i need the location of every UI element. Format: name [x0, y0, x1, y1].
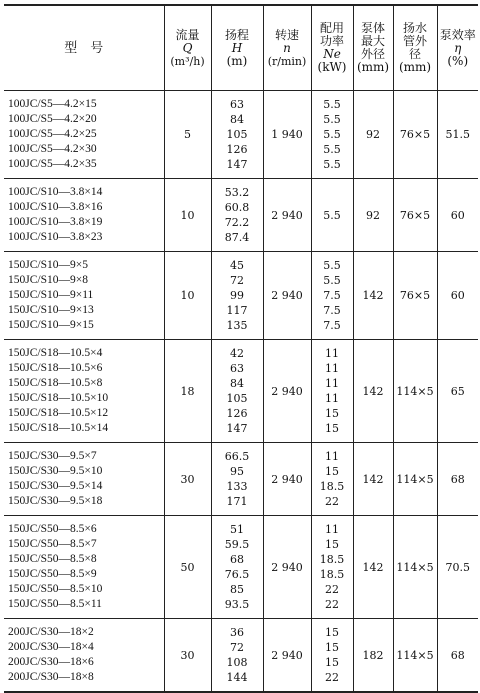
- speed-cell: 1 940: [263, 91, 311, 179]
- power-value: 5.5: [323, 98, 341, 111]
- speed-cell: 2 940: [263, 443, 311, 516]
- model-cell: [4, 252, 164, 340]
- flow-cell: 10: [164, 179, 211, 252]
- head-cell: [211, 340, 263, 443]
- speed-cell: 2 940: [263, 516, 311, 619]
- power-value: 5.5: [323, 143, 341, 156]
- head-value: 105: [226, 392, 248, 405]
- power-value: 15: [325, 465, 339, 478]
- pipe-cell: 114×5: [393, 516, 437, 619]
- head-value: 93.5: [224, 598, 250, 611]
- power-value: 5.5: [323, 113, 341, 126]
- power-cell: [311, 252, 353, 340]
- model-name: 150JC/S30—9.5×7: [8, 450, 97, 462]
- pipe-cell: 76×5: [393, 91, 437, 179]
- diameter-cell: 92: [353, 179, 393, 252]
- diameter-cell: 142: [353, 443, 393, 516]
- model-cell: [4, 179, 164, 252]
- model-group: [4, 91, 478, 179]
- head-value: 42: [230, 347, 244, 360]
- model-name: 150JC/S50—8.5×10: [8, 583, 103, 595]
- efficiency-cell: 68: [437, 619, 478, 693]
- head-value: 105: [226, 128, 248, 141]
- pump-spec-table: [4, 4, 478, 693]
- head-value: 53.2: [224, 186, 250, 199]
- power-value: 18.5: [319, 480, 345, 493]
- model-name: 150JC/S18—10.5×14: [8, 422, 109, 434]
- diameter-cell: 92: [353, 91, 393, 179]
- head-value: 63: [230, 98, 244, 111]
- power-value: 5.5: [323, 158, 341, 171]
- speed-cell: 2 940: [263, 340, 311, 443]
- head-value: 68: [230, 553, 244, 566]
- model-group: [4, 619, 478, 693]
- model-name: 150JC/S50—8.5×9: [8, 568, 97, 580]
- head-cell: [211, 91, 263, 179]
- power-cell: [311, 516, 353, 619]
- head-value: 51: [230, 523, 244, 536]
- efficiency-cell: 70.5: [437, 516, 478, 619]
- model-name: 100JC/S10—3.8×23: [8, 231, 103, 243]
- power-value: 15: [325, 641, 339, 654]
- flow-cell: 5: [164, 91, 211, 179]
- diameter-cell: 142: [353, 252, 393, 340]
- efficiency-cell: 60: [437, 252, 478, 340]
- model-name: 200JC/S30—18×6: [8, 656, 94, 668]
- head-cell: [211, 619, 263, 693]
- diameter-cell: 142: [353, 516, 393, 619]
- model-name: 150JC/S30—9.5×18: [8, 495, 103, 507]
- model-name: 100JC/S5—4.2×30: [8, 143, 97, 155]
- power-value: 5.5: [323, 128, 341, 141]
- model-group: [4, 252, 478, 340]
- header-speed: 转速 n (r/min): [263, 5, 311, 91]
- power-cell: [311, 91, 353, 179]
- table-row: [4, 340, 478, 443]
- diameter-cell: 182: [353, 619, 393, 693]
- efficiency-cell: 51.5: [437, 91, 478, 179]
- model-name: 150JC/S50—8.5×7: [8, 538, 97, 550]
- head-value: 133: [226, 480, 248, 493]
- header-pipe: 扬水 管外 径 (mm): [393, 5, 437, 91]
- power-cell: 5.5: [311, 179, 353, 252]
- model-name: 150JC/S10—9×11: [8, 289, 94, 301]
- header-power: 配用 功率 Ne (kW): [311, 5, 353, 91]
- power-value: 22: [325, 671, 339, 684]
- power-value: 11: [325, 523, 339, 536]
- table-row: [4, 443, 478, 516]
- head-value: 87.4: [224, 231, 250, 244]
- diameter-cell: 142: [353, 340, 393, 443]
- model-name: 100JC/S10—3.8×16: [8, 201, 103, 213]
- head-value: 59.5: [224, 538, 250, 551]
- power-value: 11: [325, 347, 339, 360]
- efficiency-cell: 60: [437, 179, 478, 252]
- model-name: 150JC/S30—9.5×10: [8, 465, 103, 477]
- table-row: [4, 91, 478, 179]
- speed-cell: 2 940: [263, 179, 311, 252]
- pipe-cell: 76×5: [393, 179, 437, 252]
- flow-cell: 18: [164, 340, 211, 443]
- head-cell: [211, 179, 263, 252]
- head-value: 72: [230, 274, 244, 287]
- power-value: 22: [325, 495, 339, 508]
- head-value: 147: [226, 158, 248, 171]
- pump-spec-table-container: [4, 4, 478, 693]
- model-name: 150JC/S50—8.5×8: [8, 553, 97, 565]
- model-group: [4, 443, 478, 516]
- header-diameter: 泵体 最大 外径 (mm): [353, 5, 393, 91]
- model-name: 150JC/S18—10.5×10: [8, 392, 109, 404]
- head-value: 45: [230, 259, 244, 272]
- head-value: 144: [226, 671, 248, 684]
- flow-cell: 30: [164, 619, 211, 693]
- model-cell: [4, 619, 164, 693]
- model-name: 150JC/S18—10.5×12: [8, 407, 109, 419]
- head-value: 84: [230, 113, 244, 126]
- head-cell: [211, 252, 263, 340]
- flow-cell: 30: [164, 443, 211, 516]
- model-name: 150JC/S10—9×13: [8, 304, 94, 316]
- model-name: 100JC/S5—4.2×15: [8, 98, 97, 110]
- model-name: 150JC/S50—8.5×6: [8, 523, 97, 535]
- power-value: 22: [325, 598, 339, 611]
- head-value: 85: [230, 583, 244, 596]
- model-name: 100JC/S5—4.2×35: [8, 158, 97, 170]
- power-cell: [311, 443, 353, 516]
- pipe-cell: 76×5: [393, 252, 437, 340]
- model-name: 200JC/S30—18×2: [8, 626, 94, 638]
- model-name: 150JC/S10—9×15: [8, 319, 94, 331]
- model-group: [4, 340, 478, 443]
- power-value: 11: [325, 362, 339, 375]
- model-name: 150JC/S50—8.5×11: [8, 598, 102, 610]
- model-name: 150JC/S18—10.5×4: [8, 347, 103, 359]
- efficiency-cell: 65: [437, 340, 478, 443]
- flow-cell: 50: [164, 516, 211, 619]
- speed-cell: 2 940: [263, 252, 311, 340]
- pipe-cell: 114×5: [393, 340, 437, 443]
- model-name: 100JC/S5—4.2×20: [8, 113, 97, 125]
- header-efficiency: 泵效率 η (%): [437, 5, 478, 91]
- head-value: 99: [230, 289, 244, 302]
- model-name: 150JC/S30—9.5×14: [8, 480, 103, 492]
- power-cell: [311, 619, 353, 693]
- pipe-cell: 114×5: [393, 443, 437, 516]
- model-cell: [4, 516, 164, 619]
- power-value: 18.5: [319, 553, 345, 566]
- table-header: [4, 5, 478, 91]
- model-name: 150JC/S10—9×5: [8, 259, 88, 271]
- head-cell: [211, 516, 263, 619]
- table-row: [4, 179, 478, 252]
- power-value: 11: [325, 450, 339, 463]
- head-value: 117: [226, 304, 248, 317]
- power-value: 15: [325, 538, 339, 551]
- head-value: 84: [230, 377, 244, 390]
- header-flow: 流量 Q (m³/h): [164, 5, 211, 91]
- model-name: 150JC/S18—10.5×6: [8, 362, 103, 374]
- power-value: 5.5: [323, 259, 341, 272]
- model-cell: [4, 443, 164, 516]
- head-value: 171: [226, 495, 248, 508]
- head-value: 72.2: [224, 216, 250, 229]
- head-value: 147: [226, 422, 248, 435]
- model-name: 100JC/S5—4.2×25: [8, 128, 97, 140]
- power-value: 22: [325, 583, 339, 596]
- head-value: 60.8: [224, 201, 250, 214]
- header-model: 型 号: [64, 40, 104, 56]
- head-value: 72: [230, 641, 244, 654]
- head-value: 63: [230, 362, 244, 375]
- power-value: 15: [325, 422, 339, 435]
- power-value: 5.5: [323, 274, 341, 287]
- head-value: 36: [230, 626, 244, 639]
- head-value: 95: [230, 465, 244, 478]
- model-name: 200JC/S30—18×8: [8, 671, 94, 683]
- power-value: 18.5: [319, 568, 345, 581]
- head-value: 126: [226, 407, 248, 420]
- power-value: 7.5: [323, 319, 341, 332]
- power-value: 15: [325, 626, 339, 639]
- model-group: [4, 516, 478, 619]
- head-value: 66.5: [224, 450, 250, 463]
- power-value: 7.5: [323, 304, 341, 317]
- model-name: 100JC/S10—3.8×14: [8, 186, 103, 198]
- model-cell: [4, 91, 164, 179]
- pipe-cell: 114×5: [393, 619, 437, 693]
- model-name: 100JC/S10—3.8×19: [8, 216, 103, 228]
- speed-cell: 2 940: [263, 619, 311, 693]
- head-value: 76.5: [224, 568, 250, 581]
- table-row: [4, 619, 478, 693]
- model-cell: [4, 340, 164, 443]
- efficiency-cell: 68: [437, 443, 478, 516]
- flow-cell: 10: [164, 252, 211, 340]
- model-name: 150JC/S10—9×8: [8, 274, 88, 286]
- power-cell: [311, 340, 353, 443]
- head-value: 135: [226, 319, 248, 332]
- model-name: 150JC/S18—10.5×8: [8, 377, 103, 389]
- head-value: 126: [226, 143, 248, 156]
- model-group: [4, 179, 478, 252]
- power-value: 11: [325, 377, 339, 390]
- power-value: 15: [325, 407, 339, 420]
- model-name: 200JC/S30—18×4: [8, 641, 94, 653]
- power-value: 15: [325, 656, 339, 669]
- power-value: 7.5: [323, 289, 341, 302]
- table-row: [4, 252, 478, 340]
- header-head: 扬程 H (m): [211, 5, 263, 91]
- head-value: 108: [226, 656, 248, 669]
- table-row: [4, 516, 478, 619]
- head-cell: [211, 443, 263, 516]
- power-value: 11: [325, 392, 339, 405]
